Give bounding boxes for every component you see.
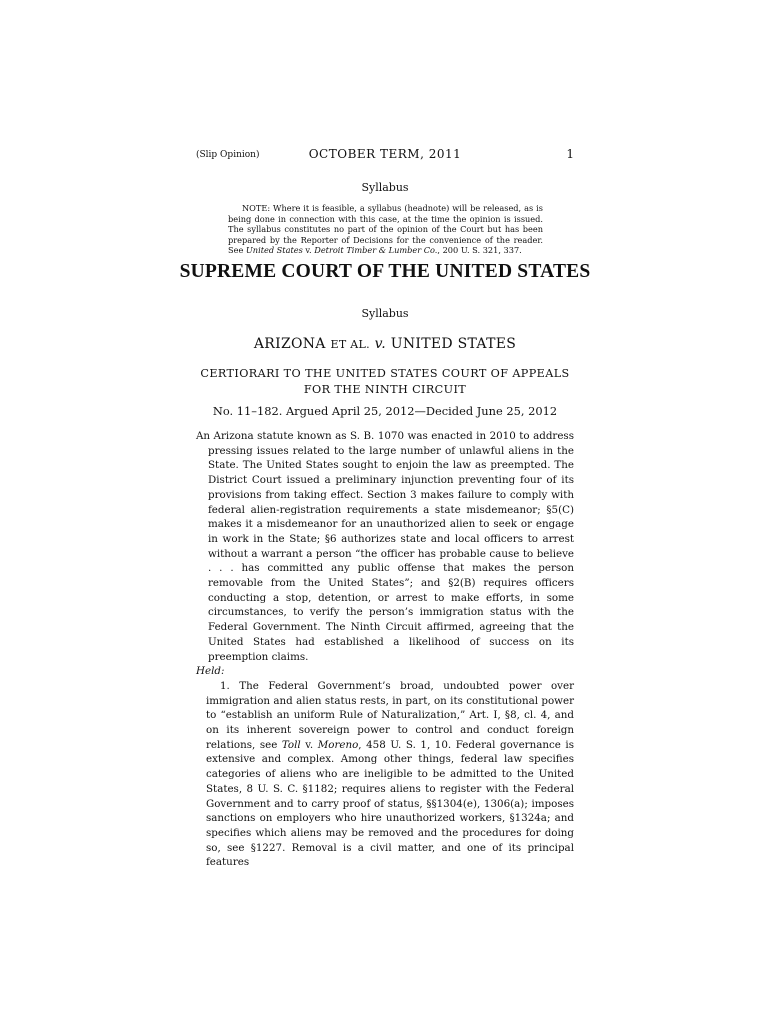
petitioner: ARIZONA bbox=[253, 336, 326, 352]
intro-paragraph: An Arizona statute known as S. B. 1070 was enacted in 2010 to address pressing issues related to the large number of unlawful aliens in the State. The United States sought to enjoin the law as preempted. The District Court issued a preliminary injunction preventing four of its provisions from taking effect. Section 3 makes failure to comply with federal alien-registration requirements a state misdemeanor; §5(C) makes it a misdemeanor for an unauthorized alien to seek or engage in work in the State; §6 authorizes state and local officers to arrest without a warrant a person “the officer has probable cause to believe . . . has committed any public offense that makes the person removable from the United States”; and §2(B) requires officers conducting a stop, detention, or arrest to make efforts, in some circumstances, to verify the person’s immigration status with the Federal Government. The Ninth Circuit affirmed, agreeing that the United States had established a likelihood of success on its preemption claims. bbox=[196, 430, 574, 663]
et-al: ET AL. bbox=[330, 338, 370, 351]
running-header bbox=[196, 147, 574, 163]
note-case-name: United States bbox=[245, 245, 303, 255]
page-number: 1 bbox=[566, 147, 574, 161]
versus: v. bbox=[374, 336, 386, 352]
syllabus-body bbox=[196, 429, 574, 870]
syllabus-heading: Syllabus bbox=[361, 307, 409, 320]
held-label: Held: bbox=[196, 665, 225, 678]
note-citation: , 200 U. S. 321, 337. bbox=[437, 245, 522, 255]
point1-text-a: 1. The Federal Government’s broad, undoubted power over immigration and alien status rests, in part, on its constitutional power to “establish an uniform Rule of Naturalization,” Art. I, §8, cl. 4, and on its inherent sovereign power to control and conduct foreign relations, see bbox=[206, 679, 574, 751]
holding-point-1 bbox=[196, 679, 574, 870]
point1-case-a: Toll bbox=[281, 738, 301, 751]
slip-opinion-label: (Slip Opinion) bbox=[196, 150, 260, 160]
note-case-name-2: Detroit Timber & Lumber Co. bbox=[314, 245, 438, 255]
certiorari-line: CERTIORARI TO THE UNITED STATES COURT OF APPEALS FOR THE NINTH CIRCUIT bbox=[200, 367, 570, 396]
court-name: SUPREME COURT OF THE UNITED STATES bbox=[179, 261, 591, 282]
point1-case-b: Moreno bbox=[317, 738, 359, 751]
term-label: OCTOBER TERM, 2011 bbox=[308, 147, 462, 161]
case-title bbox=[196, 336, 574, 352]
docket-line: No. 11–182. Argued April 25, 2012—Decided June 25, 2012 bbox=[212, 404, 558, 418]
respondent: UNITED STATES bbox=[390, 336, 517, 352]
note-v: v. bbox=[302, 245, 315, 255]
reporter-note bbox=[228, 203, 543, 256]
note-text: NOTE: Where it is feasible, a syllabus (headnote) will be released, as is being done in connection with this case, at the time the opinion is issued. The syllabus constitutes no part of the opinion of the Court but has been prepared by the Reporter of Decisions for the convenience of the reader. See bbox=[228, 203, 543, 255]
point1-text-b: , 458 U. S. 1, 10. Federal governance is extensive and complex. Among other things, federal law specifies categories of aliens who are ineligible to be admitted to the United States, 8 U. S. C. §1182; requires aliens to register with the Federal Government and to carry proof of status, §§1304(e), 1306(a); imposes sanctions on employers who hire unauthorized workers, §1324a; and specifies which aliens may be removed and the procedures for doing so, see §1227. Removal is a civil matter, and one of its principal features bbox=[206, 738, 574, 869]
syllabus-heading-top: Syllabus bbox=[361, 181, 409, 194]
point1-v: v. bbox=[300, 738, 318, 751]
